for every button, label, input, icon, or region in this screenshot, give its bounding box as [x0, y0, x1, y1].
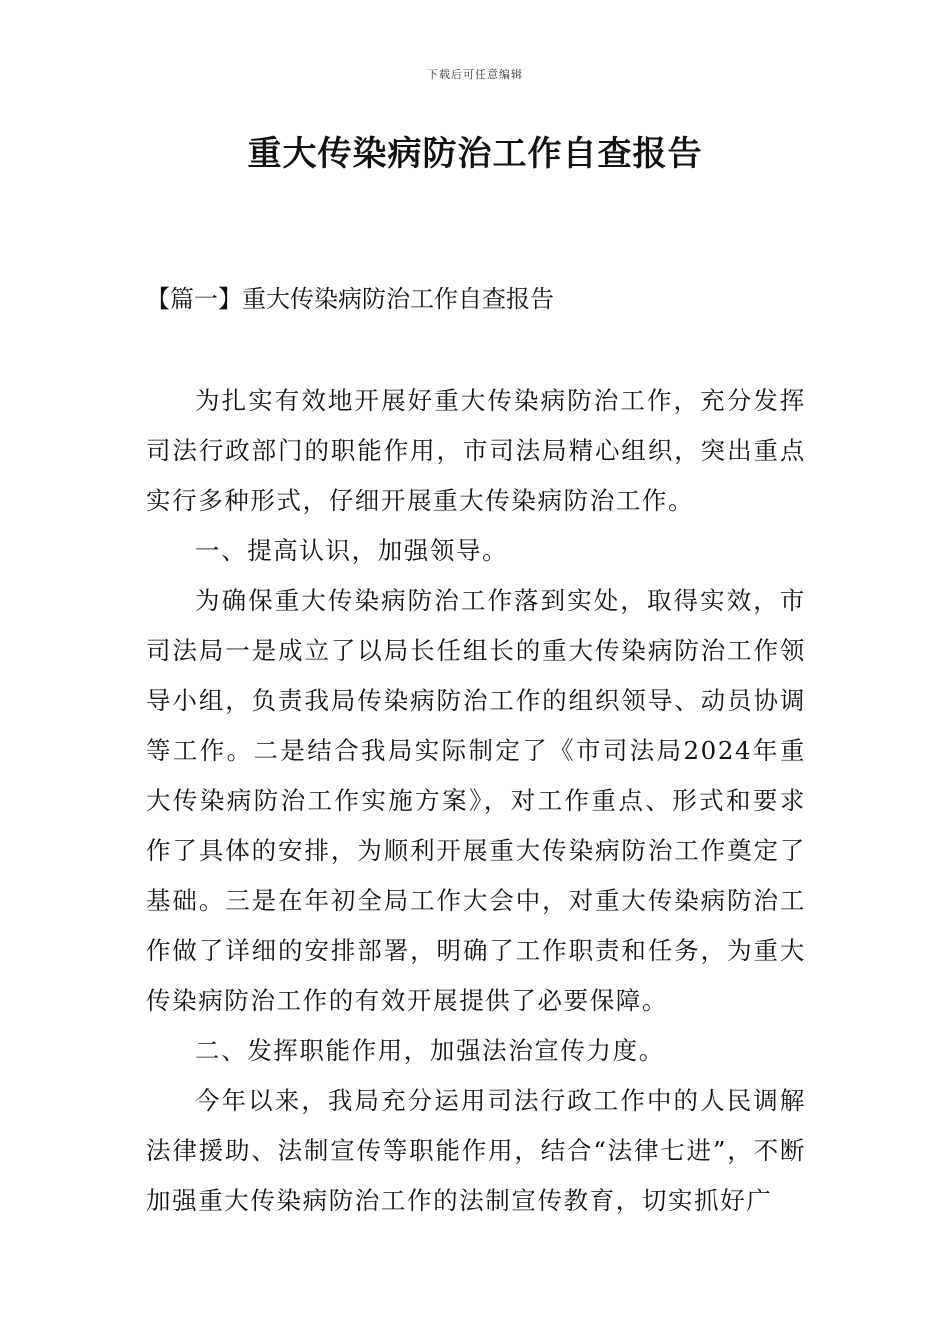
paragraph-heading-1: 一、提高认识，加强领导。 [195, 536, 509, 565]
paragraph-intro: 为扎实有效地开展好重大传染病防治工作，充分发挥司法行政部门的职能作用，市司法局精心组织，突出重点实行多种形式，仔细开展重大传染病防治工作。 [146, 386, 806, 515]
paragraph-leadership: 为确保重大传染病防治工作落到实处，取得实效，市司法局一是成立了以局长任组长的重大传染病防治工作领导小组，负责我局传染病防治工作的组织领导、动员协调等工作。二是结合我局实际制定了《市司法局2024年重大传染病防治工作实施方案》，对工作重点、形式和要求作了具体的安排，为顺利开展重大传染病防治工作奠定了基础。三是在年初全局工作大会中，对重大传染病防治工作做了详细的安排部署，明确了工作职责和任务，为重大传染病防治工作的有效开展提供了必要保障。 [146, 586, 806, 1015]
paragraph-publicity: 今年以来，我局充分运用司法行政工作中的人民调解法律援助、法制宣传等职能作用，结合“法律七进”，不断加强重大传染病防治工作的法制宣传教育，切实抓好广 [146, 1086, 806, 1215]
paragraph-heading-2: 二、发挥职能作用，加强法治宣传力度。 [195, 1036, 665, 1065]
section-heading: 【篇一】重大传染病防治工作自查报告 [146, 285, 554, 313]
document-title: 重大传染病防治工作自查报告 [247, 134, 703, 174]
document-body [146, 376, 806, 1226]
header-note: 下载后可任意编辑 [427, 68, 523, 81]
